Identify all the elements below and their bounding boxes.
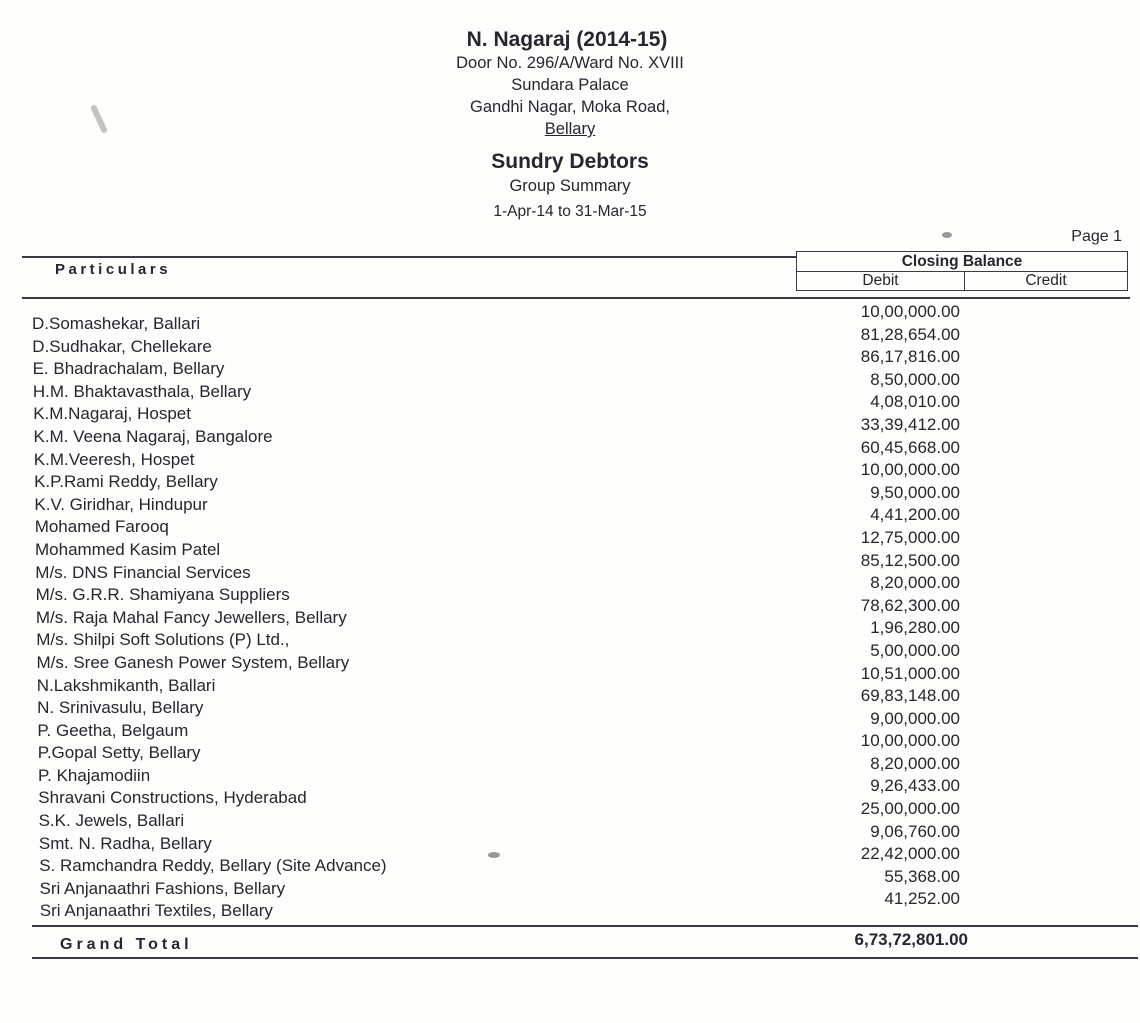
debit-amount: 55,368.00 [884, 866, 960, 886]
table-row [0, 302, 1140, 333]
debtor-name: P.Gopal Setty, Bellary [37, 743, 201, 763]
debit-amount: 33,39,412.00 [860, 414, 960, 434]
table-row [0, 437, 1140, 469]
total-top-rule [32, 925, 1138, 927]
debit-amount: 10,00,000.00 [860, 460, 960, 480]
company-address-line-1: Door No. 296/A/Ward No. XVIII [456, 54, 684, 72]
debit-amount: 9,26,433.00 [870, 776, 960, 796]
debit-amount: 8,50,000.00 [870, 369, 960, 389]
debit-amount: 22,42,000.00 [860, 844, 960, 864]
company-city: Bellary [544, 120, 596, 138]
debtor-name: Mohamed Farooq [34, 517, 169, 537]
table-row [0, 663, 1140, 695]
debtor-name: K.M.Veeresh, Hospet [33, 449, 195, 469]
header-bottom-rule [22, 297, 1130, 299]
debtor-name: M/s. Raja Mahal Fancy Jewellers, Bellary [35, 607, 347, 627]
debit-amount: 60,45,668.00 [860, 437, 960, 457]
table-row [0, 550, 1140, 582]
debit-amount: 86,17,816.00 [860, 347, 960, 367]
debtor-name: Sri Anjanaathri Fashions, Bellary [39, 878, 286, 898]
debit-amount: 85,12,500.00 [860, 550, 960, 570]
company-address-line-4 [0, 118, 1140, 140]
page-number: Page 1 [1071, 228, 1122, 245]
company-address-line-2: Sundara Palace [511, 76, 629, 94]
debit-amount: 4,08,010.00 [870, 392, 960, 412]
debtor-name: D.Somashekar, Ballari [32, 314, 201, 333]
debit-amount: 69,83,148.00 [860, 686, 960, 706]
debtor-name: H.M. Bhaktavasthala, Bellary [32, 381, 252, 401]
debtor-name: M/s. Sree Ganesh Power System, Bellary [36, 652, 350, 672]
debit-amount: 1,96,280.00 [870, 618, 960, 638]
debit-amount: 9,00,000.00 [870, 708, 960, 728]
debit-amount: 8,20,000.00 [870, 573, 960, 593]
debtor-name: P. Geetha, Belgaum [37, 720, 189, 740]
debtor-name: Shravani Constructions, Hyderabad [38, 788, 307, 808]
debtor-name: K.M.Nagaraj, Hospet [33, 404, 191, 424]
company-name: N. Nagaraj (2014-15) [466, 28, 668, 51]
grand-total-debit: 6,73,72,801.00 [854, 930, 968, 949]
debit-amount: 41,252.00 [884, 889, 960, 909]
report-title: Sundry Debtors [491, 150, 649, 173]
debit-amount: 4,41,200.00 [870, 505, 960, 525]
debtor-name: E. Bhadrachalam, Bellary [32, 359, 225, 379]
grand-total-label: Grand Total [60, 936, 193, 953]
column-header-particulars: Particulars [55, 261, 172, 278]
table-row [0, 324, 1140, 356]
debit-amount: 5,00,000.00 [870, 640, 960, 660]
debit-amount: 9,50,000.00 [870, 482, 960, 502]
debit-amount: 25,00,000.00 [860, 799, 960, 819]
total-bottom-rule [32, 957, 1138, 959]
debit-amount: 12,75,000.00 [860, 527, 960, 547]
debtor-name: S.K. Jewels, Ballari [38, 811, 185, 831]
debtor-name: Smt. N. Radha, Bellary [38, 833, 212, 853]
debit-amount: 9,06,760.00 [870, 821, 960, 841]
debtor-name: Sri Anjanaathri Textiles, Bellary [39, 901, 273, 921]
debit-amount: 10,00,000.00 [860, 731, 960, 751]
column-header-debit: Debit [797, 272, 965, 290]
debtor-name: N. Srinivasulu, Bellary [37, 698, 204, 718]
debtor-name: M/s. Shilpi Soft Solutions (P) Ltd., [36, 630, 290, 650]
debit-amount: 81,28,654.00 [860, 324, 960, 344]
debit-amount: 10,00,000.00 [860, 302, 960, 321]
column-header-credit: Credit [1025, 272, 1067, 289]
scan-mark [942, 232, 952, 238]
debit-amount: 78,62,300.00 [860, 595, 960, 615]
report-period: 1-Apr-14 to 31-Mar-15 [493, 203, 647, 220]
debtor-name: S. Ramchandra Reddy, Bellary (Site Advance) [39, 856, 387, 876]
company-address-line-3: Gandhi Nagar, Moka Road, [470, 98, 670, 116]
debtor-name: M/s. DNS Financial Services [35, 562, 251, 582]
debtor-name: N.Lakshmikanth, Ballari [36, 675, 216, 695]
table-row [0, 889, 1140, 921]
header-top-rule [22, 256, 797, 258]
debtor-name: K.V. Giridhar, Hindupur [34, 494, 208, 514]
debtor-name: P. Khajamodiin [38, 765, 151, 785]
scan-mark [488, 852, 500, 858]
debtor-name: D.Sudhakar, Chellekare [32, 336, 212, 356]
debtor-name: K.P.Rami Reddy, Bellary [34, 472, 218, 492]
debtor-list [0, 302, 1140, 921]
debtor-name: M/s. G.R.R. Shamiyana Suppliers [35, 585, 290, 605]
debit-amount: 8,20,000.00 [870, 753, 960, 773]
table-row [0, 776, 1140, 808]
closing-balance-header [796, 251, 1128, 291]
report-subtitle: Group Summary [509, 177, 631, 195]
debtor-name: Mohammed Kasim Patel [35, 539, 221, 559]
column-header-closing-balance: Closing Balance [797, 252, 1127, 272]
debit-amount: 10,51,000.00 [860, 663, 960, 683]
debtor-name: K.M. Veena Nagaraj, Bangalore [33, 426, 273, 446]
